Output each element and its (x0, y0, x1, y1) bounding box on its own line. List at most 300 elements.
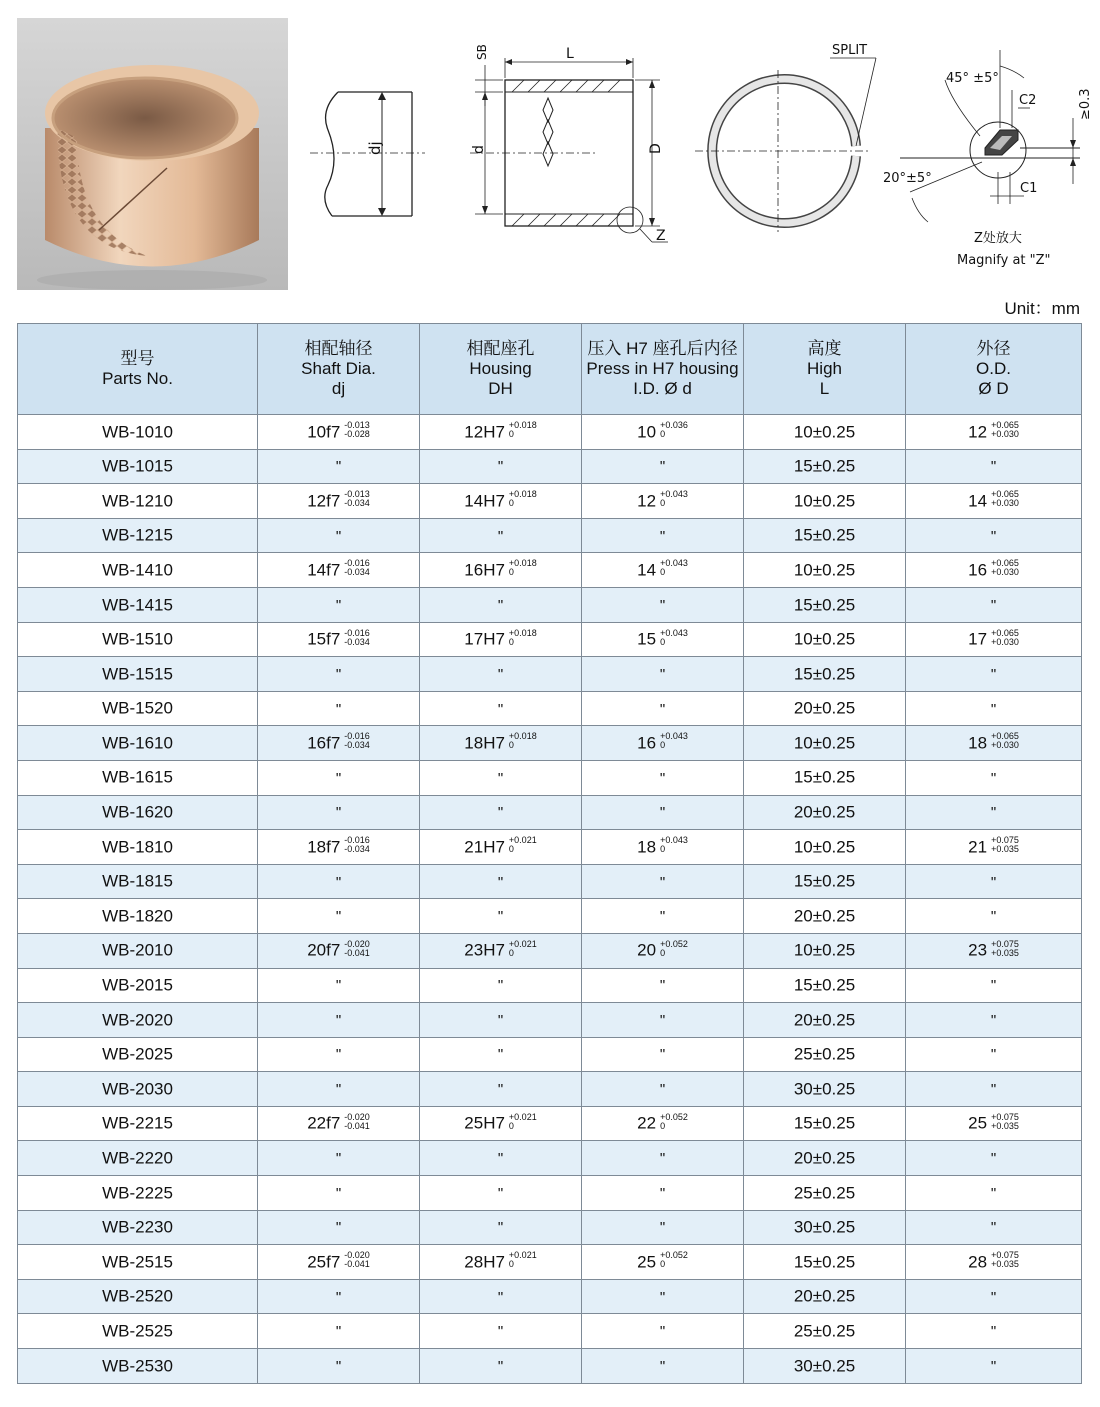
magnify-cn-label: Z处放大 (974, 231, 1022, 246)
table-row (18, 1072, 1082, 1107)
lower-tolerance: -0.034 (344, 636, 370, 647)
housing-cell (420, 1037, 582, 1072)
high-cell-value: 15±0.25 (793, 1113, 856, 1133)
lower-tolerance: +0.030 (991, 567, 1019, 578)
outer-dia-cell-value: " (990, 1184, 997, 1202)
inner-dia-cell-value: " (659, 1288, 666, 1306)
part-no-cell (18, 968, 258, 1003)
lower-tolerance: 0 (508, 844, 514, 855)
lower-tolerance: 0 (660, 567, 666, 578)
shaft-dia-cell (258, 657, 420, 692)
upper-tolerance: +0.065 (991, 731, 1019, 742)
upper-tolerance: +0.021 (508, 1111, 537, 1122)
header-cn: 相配轴径 (304, 339, 373, 358)
lower-tolerance: -0.028 (344, 429, 370, 440)
high-cell-value: 20±0.25 (793, 906, 856, 926)
part-no-cell (18, 1141, 258, 1176)
table-row (18, 933, 1082, 968)
housing-cell (420, 415, 582, 450)
magnify-en-label: Magnify at "Z" (957, 253, 1051, 268)
inner-dia-cell-value: " (659, 769, 666, 787)
table-row (18, 1176, 1082, 1211)
inner-dia-cell-value: " (659, 1011, 666, 1029)
inner-dia-cell (582, 864, 744, 899)
lower-tolerance: -0.034 (344, 740, 370, 751)
lower-tolerance: 0 (660, 740, 666, 751)
table-row (18, 899, 1082, 934)
outer-dia-cell-value: 14 (968, 491, 988, 511)
housing-cell (420, 1279, 582, 1314)
housing-cell-value: " (497, 804, 504, 822)
part-no-cell (18, 1037, 258, 1072)
shaft-dia-cell-value: " (335, 1046, 342, 1064)
housing-cell (420, 1314, 582, 1349)
inner-dia-cell (582, 1037, 744, 1072)
table-row (18, 726, 1082, 761)
high-cell-value: 15±0.25 (793, 595, 856, 615)
product-photo (17, 18, 288, 290)
outer-dia-cell (906, 1210, 1082, 1245)
upper-tolerance: -0.020 (344, 1111, 370, 1122)
inner-dia-cell-value: " (659, 1150, 666, 1168)
high-cell (744, 1279, 906, 1314)
housing-cell-value: " (497, 527, 504, 545)
lower-tolerance: -0.034 (344, 498, 370, 509)
outer-dia-cell-value: 18 (968, 733, 988, 753)
high-cell-value: 10±0.25 (793, 560, 856, 580)
shaft-dia-cell (258, 1176, 420, 1211)
upper-tolerance: -0.016 (344, 558, 370, 569)
inner-dia-cell-value: " (659, 1219, 666, 1237)
header-inner-dia (582, 324, 744, 415)
outer-dia-cell (906, 726, 1082, 761)
shaft-dia-cell-tolerance (344, 1251, 370, 1269)
outer-dia-cell-value: " (990, 596, 997, 614)
shaft-dia-cell-tolerance (344, 559, 370, 577)
inner-dia-cell-value: " (659, 700, 666, 718)
outer-dia-cell-value: 28 (968, 1252, 988, 1272)
housing-cell (420, 1072, 582, 1107)
outer-dia-cell (906, 622, 1082, 657)
inner-dia-cell-tolerance (660, 490, 688, 508)
inner-dia-cell-value: 12 (637, 491, 657, 511)
shaft-dia-cell (258, 864, 420, 899)
inner-dia-cell-value: " (659, 1357, 666, 1375)
inner-dia-cell (582, 518, 744, 553)
c1-label: C1 (1020, 181, 1038, 196)
outer-dia-cell (906, 968, 1082, 1003)
header-shaft-dia (258, 324, 420, 415)
d-label: d (471, 145, 487, 154)
shaft-dia-cell-value: " (335, 977, 342, 995)
housing-cell (420, 553, 582, 588)
upper-tolerance: -0.016 (344, 627, 370, 638)
table-row (18, 622, 1082, 657)
shaft-dia-cell (258, 1349, 420, 1384)
high-cell-value: 10±0.25 (793, 837, 856, 857)
shaft-dia-cell-value: " (335, 458, 342, 476)
high-cell (744, 657, 906, 692)
inner-dia-cell-value: 20 (637, 940, 657, 960)
housing-cell-value: " (497, 1150, 504, 1168)
shaft-dia-cell-tolerance (344, 421, 370, 439)
shaft-dia-cell-value: " (335, 1184, 342, 1202)
high-cell-value: 10±0.25 (793, 629, 856, 649)
part-no-cell-value: WB-1410 (102, 560, 173, 580)
outer-dia-cell-value: 17 (968, 629, 988, 649)
housing-cell (420, 1210, 582, 1245)
upper-tolerance: +0.075 (991, 1250, 1019, 1261)
lower-tolerance: 0 (508, 947, 514, 958)
high-cell-value: 30±0.25 (793, 1079, 856, 1099)
table-row (18, 968, 1082, 1003)
outer-dia-cell (906, 587, 1082, 622)
high-cell (744, 1037, 906, 1072)
upper-tolerance: +0.043 (660, 731, 688, 742)
lower-tolerance: +0.035 (991, 947, 1019, 958)
inner-dia-cell-value: 10 (637, 422, 657, 442)
outer-dia-cell-tolerance (991, 732, 1019, 750)
lower-tolerance: 0 (508, 429, 514, 440)
lower-tolerance: +0.035 (991, 844, 1019, 855)
inner-dia-cell (582, 968, 744, 1003)
housing-cell-value: " (497, 665, 504, 683)
housing-cell-value: " (497, 1046, 504, 1064)
inner-dia-cell-value: " (659, 665, 666, 683)
housing-cell (420, 933, 582, 968)
part-no-cell-value: WB-2015 (102, 975, 173, 995)
lower-tolerance: +0.030 (991, 636, 1019, 647)
inner-dia-cell-value: 16 (637, 733, 657, 753)
outer-dia-cell (906, 1176, 1082, 1211)
part-no-cell (18, 726, 258, 761)
housing-cell-value: 23H7 (464, 940, 505, 960)
outer-dia-cell-value: 21 (968, 837, 988, 857)
housing-cell (420, 657, 582, 692)
shaft-dia-cell-tolerance (344, 1113, 370, 1131)
table-row (18, 795, 1082, 830)
inner-dia-cell (582, 484, 744, 519)
high-cell (744, 518, 906, 553)
housing-cell (420, 691, 582, 726)
housing-cell-value: 17H7 (464, 629, 505, 649)
lower-tolerance: +0.035 (991, 1120, 1019, 1131)
outer-dia-cell (906, 1245, 1082, 1280)
housing-cell-value: 21H7 (464, 837, 505, 857)
part-no-cell-value: WB-1620 (102, 802, 173, 822)
high-cell-value: 15±0.25 (793, 456, 856, 476)
part-no-cell (18, 622, 258, 657)
high-cell (744, 1176, 906, 1211)
part-no-cell-value: WB-2025 (102, 1044, 173, 1064)
part-no-cell-value: WB-1210 (102, 491, 173, 511)
part-no-cell-value: WB-1810 (102, 837, 173, 857)
inner-dia-cell (582, 587, 744, 622)
shaft-dia-cell (258, 899, 420, 934)
outer-dia-cell-value: " (990, 977, 997, 995)
part-no-cell-value: WB-1520 (102, 698, 173, 718)
table-row (18, 1279, 1082, 1314)
high-cell-value: 20±0.25 (793, 1148, 856, 1168)
part-no-cell-value: WB-1415 (102, 595, 173, 615)
shaft-dia-cell-value: " (335, 769, 342, 787)
shaft-dia-cell-value: 16f7 (307, 733, 341, 753)
table-row (18, 760, 1082, 795)
high-cell-value: 10±0.25 (793, 940, 856, 960)
part-no-cell-value: WB-1215 (102, 525, 173, 545)
part-no-cell-value: WB-1015 (102, 456, 173, 476)
high-cell (744, 553, 906, 588)
shaft-dia-cell (258, 518, 420, 553)
table-row (18, 1245, 1082, 1280)
inner-dia-cell (582, 1349, 744, 1384)
housing-cell-tolerance (509, 836, 537, 854)
inner-dia-cell (582, 1279, 744, 1314)
high-cell-value: 30±0.25 (793, 1217, 856, 1237)
housing-cell-value: " (497, 1323, 504, 1341)
housing-cell-value: " (497, 1011, 504, 1029)
housing-cell-value: 28H7 (464, 1252, 505, 1272)
shaft-dia-cell (258, 1279, 420, 1314)
outer-dia-cell-tolerance (991, 490, 1019, 508)
part-no-cell (18, 1210, 258, 1245)
part-no-cell (18, 864, 258, 899)
inner-dia-cell-tolerance (660, 1113, 688, 1131)
housing-cell-value: 16H7 (464, 560, 505, 580)
shaft-dia-cell-value: " (335, 873, 342, 891)
outer-dia-cell (906, 691, 1082, 726)
housing-cell (420, 1003, 582, 1038)
inner-dia-cell-tolerance (660, 559, 688, 577)
lower-tolerance: +0.030 (991, 740, 1019, 751)
high-cell (744, 1210, 906, 1245)
housing-cell (420, 795, 582, 830)
outer-dia-cell-value: 25 (968, 1113, 988, 1133)
high-cell-value: 20±0.25 (793, 698, 856, 718)
housing-cell-value: " (497, 873, 504, 891)
header-cn: 高度 (807, 339, 842, 358)
lower-tolerance: 0 (660, 844, 666, 855)
lower-tolerance: +0.030 (991, 498, 1019, 509)
upper-tolerance: +0.021 (508, 1250, 537, 1261)
outer-dia-cell-tolerance (991, 940, 1019, 958)
high-cell-value: 25±0.25 (793, 1044, 856, 1064)
lower-tolerance: 0 (660, 947, 666, 958)
housing-cell-tolerance (509, 421, 537, 439)
split-ring-drawing (695, 43, 876, 232)
outer-dia-cell (906, 1314, 1082, 1349)
housing-cell-tolerance (509, 559, 537, 577)
inner-dia-cell (582, 622, 744, 657)
inner-dia-cell-value: 22 (637, 1113, 657, 1133)
outer-dia-cell (906, 1106, 1082, 1141)
table-row (18, 518, 1082, 553)
housing-cell-value: " (497, 458, 504, 476)
part-no-cell-value: WB-2520 (102, 1286, 173, 1306)
dj-label: dj (366, 141, 384, 155)
outer-dia-cell-value: " (990, 1219, 997, 1237)
part-no-cell-value: WB-1615 (102, 767, 173, 787)
housing-cell (420, 864, 582, 899)
high-cell-value: 15±0.25 (793, 871, 856, 891)
inner-dia-cell-tolerance (660, 836, 688, 854)
outer-dia-cell (906, 1037, 1082, 1072)
shaft-dia-cell (258, 795, 420, 830)
technical-drawing (290, 20, 1093, 280)
high-cell-value: 25±0.25 (793, 1321, 856, 1341)
part-no-cell-value: WB-1815 (102, 871, 173, 891)
lower-tolerance: 0 (660, 429, 666, 440)
upper-tolerance: +0.018 (508, 420, 537, 431)
inner-dia-cell (582, 415, 744, 450)
inner-dia-cell-value: " (659, 1323, 666, 1341)
shaft-dia-cell-value: " (335, 1081, 342, 1099)
z-detail-drawing (883, 50, 1093, 268)
inner-dia-cell-value: " (659, 1046, 666, 1064)
upper-tolerance: +0.043 (660, 627, 688, 638)
outer-dia-cell-value: 16 (968, 560, 988, 580)
outer-dia-cell-tolerance (991, 559, 1019, 577)
housing-cell (420, 518, 582, 553)
housing-cell (420, 760, 582, 795)
table-row (18, 553, 1082, 588)
part-no-cell-value: WB-1610 (102, 733, 173, 753)
inner-dia-cell (582, 899, 744, 934)
housing-cell (420, 1349, 582, 1384)
upper-tolerance: +0.065 (991, 627, 1019, 638)
high-cell (744, 726, 906, 761)
housing-cell (420, 830, 582, 865)
inner-dia-cell-value: " (659, 804, 666, 822)
outer-dia-cell-value: " (990, 873, 997, 891)
inner-dia-cell-tolerance (660, 1251, 688, 1269)
high-cell (744, 1072, 906, 1107)
high-cell (744, 622, 906, 657)
lower-tolerance: 0 (508, 636, 514, 647)
inner-dia-cell (582, 691, 744, 726)
housing-cell (420, 449, 582, 484)
upper-tolerance: -0.020 (344, 938, 370, 949)
header-symbol: I.D. Ø d (633, 379, 692, 398)
inner-dia-cell (582, 1106, 744, 1141)
high-cell-value: 10±0.25 (793, 422, 856, 442)
shaft-dia-cell (258, 553, 420, 588)
inner-dia-cell (582, 795, 744, 830)
inner-dia-cell-tolerance (660, 629, 688, 647)
shaft-dia-cell (258, 1210, 420, 1245)
inner-dia-cell-tolerance (660, 732, 688, 750)
inner-dia-cell (582, 760, 744, 795)
part-no-cell (18, 449, 258, 484)
shaft-dia-cell-value: " (335, 700, 342, 718)
header-en: Housing (469, 359, 532, 378)
housing-cell-value: " (497, 1357, 504, 1375)
table-row (18, 449, 1082, 484)
upper-tolerance: +0.043 (660, 489, 688, 500)
outer-dia-cell (906, 484, 1082, 519)
inner-dia-cell (582, 1141, 744, 1176)
header-cn: 型号 (120, 349, 155, 368)
shaft-dia-cell (258, 1072, 420, 1107)
part-no-cell (18, 795, 258, 830)
upper-tolerance: +0.065 (991, 558, 1019, 569)
inner-dia-cell (582, 1176, 744, 1211)
outer-dia-cell (906, 449, 1082, 484)
outer-dia-cell-value: " (990, 1046, 997, 1064)
housing-cell-value: " (497, 1219, 504, 1237)
housing-cell (420, 484, 582, 519)
outer-dia-cell-value: " (990, 908, 997, 926)
shaft-dia-cell-tolerance (344, 940, 370, 958)
high-cell-value: 15±0.25 (793, 1252, 856, 1272)
part-no-cell-value: WB-2515 (102, 1252, 173, 1272)
inner-dia-cell (582, 830, 744, 865)
shaft-dia-cell (258, 622, 420, 657)
part-no-cell (18, 1279, 258, 1314)
high-cell-value: 30±0.25 (793, 1356, 856, 1376)
outer-dia-cell (906, 760, 1082, 795)
shaft-dia-cell-value: " (335, 1150, 342, 1168)
housing-cell-value: 18H7 (464, 733, 505, 753)
outer-dia-cell (906, 1003, 1082, 1038)
housing-cell-value: " (497, 1081, 504, 1099)
part-no-cell-value: WB-1010 (102, 422, 173, 442)
inner-dia-cell-value: " (659, 458, 666, 476)
shaft-dia-cell-value: 10f7 (307, 422, 341, 442)
unit-label: Unit：mm (1004, 299, 1080, 318)
table-row (18, 1003, 1082, 1038)
housing-cell (420, 726, 582, 761)
outer-dia-cell (906, 553, 1082, 588)
part-no-cell (18, 933, 258, 968)
outer-dia-cell (906, 830, 1082, 865)
housing-cell-tolerance (509, 732, 537, 750)
outer-dia-cell (906, 1141, 1082, 1176)
outer-dia-cell-tolerance (991, 421, 1019, 439)
outer-dia-cell-value: " (990, 700, 997, 718)
high-cell-value: 20±0.25 (793, 802, 856, 822)
part-no-cell-value: WB-1515 (102, 664, 173, 684)
header-en: Parts No. (102, 369, 173, 388)
shaft-dia-cell (258, 415, 420, 450)
shaft-dia-cell-tolerance (344, 490, 370, 508)
shaft-dia-cell-value: " (335, 908, 342, 926)
high-cell (744, 968, 906, 1003)
upper-tolerance: -0.013 (344, 420, 370, 431)
upper-tolerance: -0.016 (344, 731, 370, 742)
part-no-cell (18, 1106, 258, 1141)
shaft-dia-cell (258, 449, 420, 484)
part-no-cell-value: WB-2010 (102, 940, 173, 960)
table-row (18, 691, 1082, 726)
inner-dia-cell-value: " (659, 977, 666, 995)
shaft-dia-cell-tolerance (344, 836, 370, 854)
outer-dia-cell-value: " (990, 1011, 997, 1029)
lower-tolerance: +0.030 (991, 429, 1019, 440)
housing-cell-tolerance (509, 1113, 537, 1131)
high-cell (744, 899, 906, 934)
shaft-dia-cell-value: 14f7 (307, 560, 341, 580)
housing-cell-value: 14H7 (464, 491, 505, 511)
inner-dia-cell (582, 1072, 744, 1107)
part-no-cell-value: WB-2215 (102, 1113, 173, 1133)
outer-dia-cell (906, 795, 1082, 830)
table-row (18, 415, 1082, 450)
part-no-cell (18, 691, 258, 726)
header-en: O.D. (976, 359, 1011, 378)
inner-dia-cell (582, 726, 744, 761)
shaft-dia-cell (258, 933, 420, 968)
